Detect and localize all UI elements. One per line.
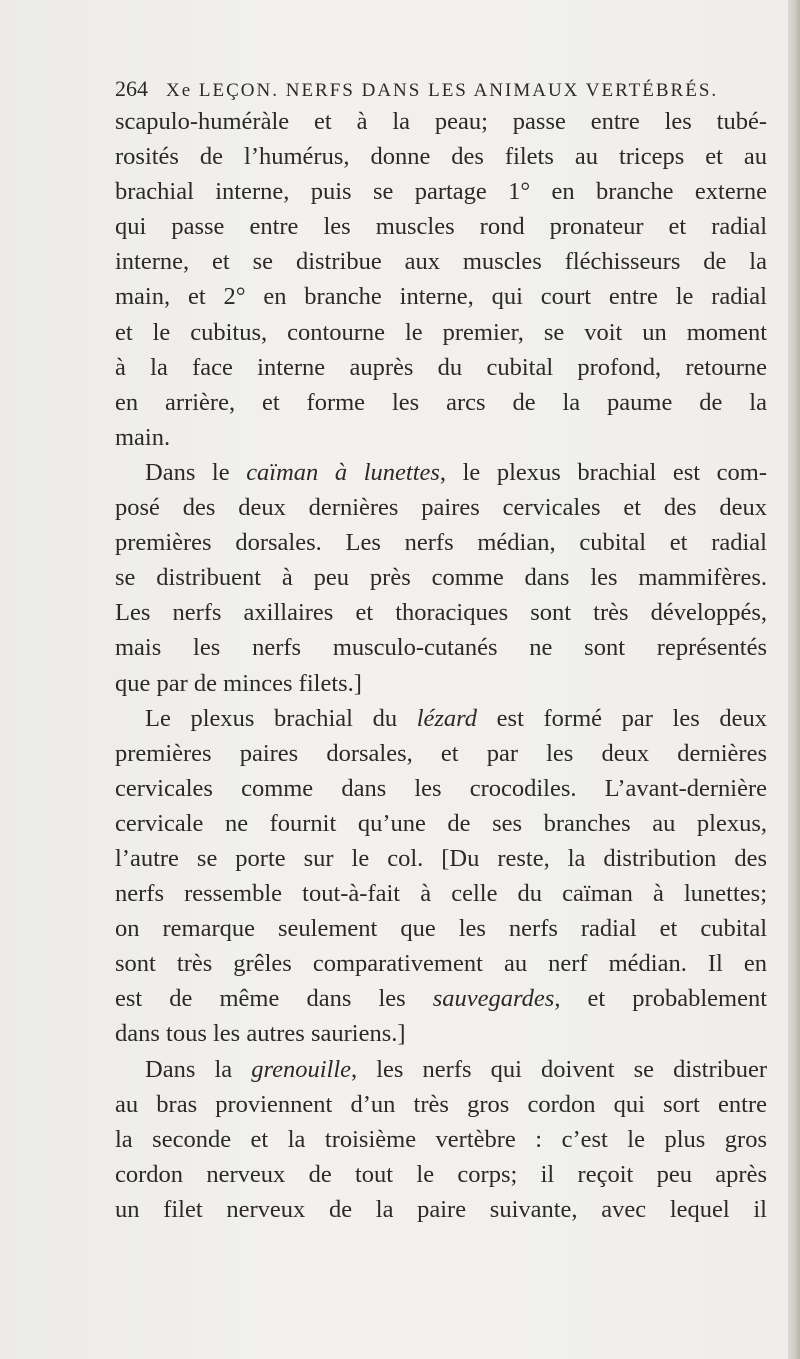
text-line: sont très grêles comparativement au nerf médian. Il en [115, 950, 767, 978]
text-line: la seconde et la troisième vertèbre : c’est le plus gros [115, 1125, 767, 1153]
text-line: cervicales comme dans les crocodiles. L’avant-dernière [115, 774, 767, 802]
page-header [115, 76, 765, 102]
italic-term: caïman à lunettes [246, 458, 440, 486]
text-line: en arrière, et forme les arcs de la paume de la [115, 388, 767, 416]
running-title: Xe LEÇON. NERFS DANS LES ANIMAUX VERTÉBRÉS. [166, 80, 719, 101]
italic-term: sauvegardes [432, 985, 555, 1013]
text-line: main. [115, 423, 171, 451]
text-line: à la face interne auprès du cubital profond, retourne [115, 353, 767, 381]
text-line: se distribuent à peu près comme dans les mammifères. [115, 564, 767, 592]
text-line: cordon nerveux de tout le corps; il reçoit peu après [115, 1160, 767, 1188]
text-line: l’autre se porte sur le col. [Du reste, la distribution des [115, 844, 767, 872]
page-edge [788, 0, 800, 1359]
text-line: au bras proviennent d’un très gros cordon qui sort entre [115, 1090, 767, 1118]
text-segment: , et probablement [554, 985, 768, 1013]
text-segment: Dans la [145, 1055, 252, 1083]
body-text [115, 104, 767, 1227]
text-line: interne, et se distribue aux muscles fléchisseurs de la [115, 248, 767, 276]
text-line: cervicale ne fournit qu’une de ses branches au plexus, [115, 809, 767, 837]
text-line: Les nerfs axillaires et thoraciques sont très développés, [115, 599, 767, 627]
text-line: brachial interne, puis se partage 1° en branche externe [115, 178, 767, 206]
text-line: un filet nerveux de la paire suivante, avec lequel il [115, 1195, 767, 1223]
text-line: mais les nerfs musculo-cutanés ne sont représentés [115, 634, 767, 662]
text-line: scapulo-huméràle et à la peau; passe entre les tubé- [115, 108, 767, 135]
text-segment: Le plexus brachial du [145, 704, 417, 732]
italic-term: grenouille [251, 1055, 352, 1083]
text-line: qui passe entre les muscles rond pronateur et radial [115, 213, 767, 241]
text-line: dans tous les autres sauriens.] [115, 1020, 406, 1048]
text-line: main, et 2° en branche interne, qui court entre le radial [115, 283, 767, 311]
text-line [115, 701, 767, 736]
text-line: premières paires dorsales, et par les deux dernières [115, 739, 767, 767]
text-line: posé des deux dernières paires cervicales et des deux [115, 494, 767, 522]
text-line: que par de minces filets.] [115, 669, 362, 697]
text-line: on remarque seulement que les nerfs radial et cubital [115, 915, 767, 943]
text-segment: est formé par les deux [477, 704, 768, 732]
text-line [115, 455, 767, 490]
text-segment: , les nerfs qui doivent se distribuer [351, 1055, 767, 1083]
text-line [115, 1052, 767, 1087]
page-number: 264 [115, 76, 148, 101]
text-line: et le cubitus, contourne le premier, se voit un moment [115, 318, 767, 346]
text-segment: , le plexus brachial est com- [439, 458, 768, 486]
text-line [115, 981, 767, 1016]
text-line: nerfs ressemble tout-à-fait à celle du caïman à lunettes; [115, 880, 767, 908]
text-segment: est de même dans les [115, 985, 433, 1013]
text-segment: Dans le [145, 458, 247, 486]
italic-term: lézard [416, 704, 478, 732]
text-line: rosités de l’humérus, donne des filets au triceps et au [115, 143, 767, 171]
text-line: premières dorsales. Les nerfs médian, cubital et radial [115, 529, 767, 557]
